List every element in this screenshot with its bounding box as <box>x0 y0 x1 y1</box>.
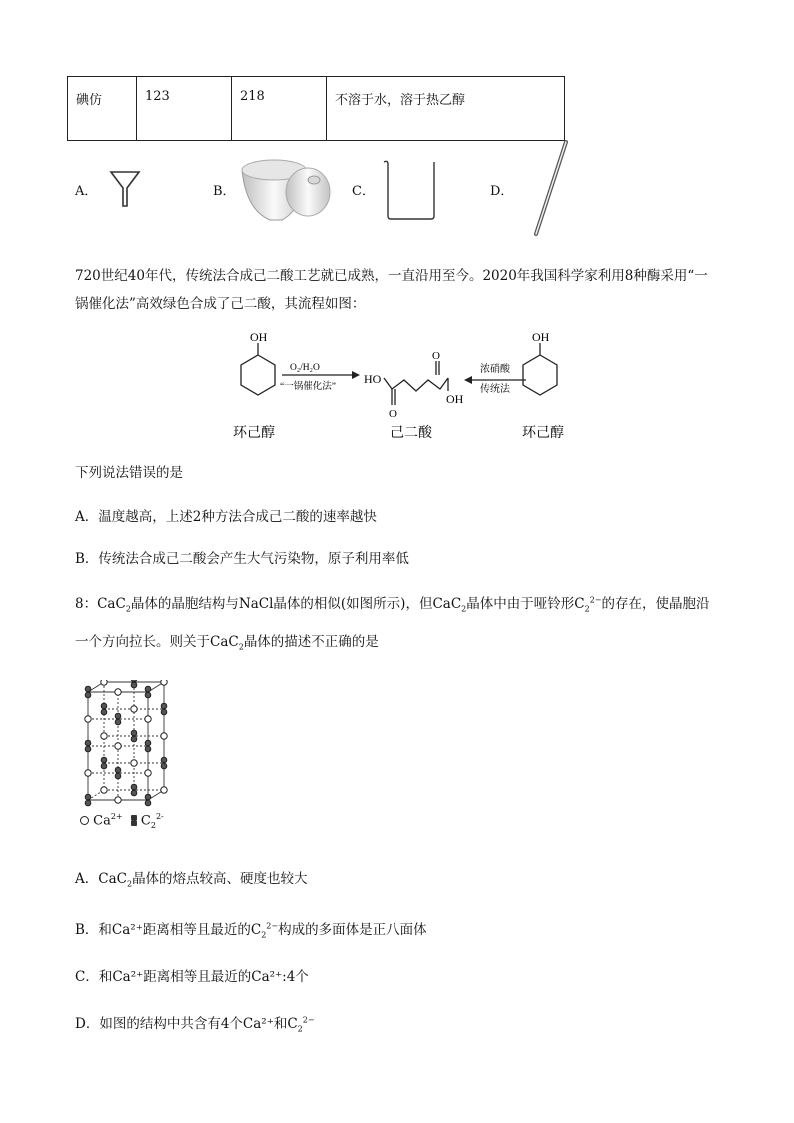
c2-ion <box>85 686 91 692</box>
ca-ion <box>85 716 91 722</box>
ca-ion <box>101 733 107 739</box>
crystal-lattice-diagram <box>78 680 178 830</box>
optA-prefix: A． <box>75 871 99 887</box>
optB-text: 构成的多面体是正八面体 <box>278 922 427 938</box>
q8-text-part2: 晶体中由于哑铃形 <box>466 596 575 612</box>
beaker-icon <box>382 158 440 222</box>
ca-ion <box>131 760 137 766</box>
right-compound-name: 环己醇 <box>522 426 564 441</box>
ca-ion <box>115 743 121 749</box>
ca-ion <box>161 733 167 739</box>
cac2-formula: CaC <box>97 596 126 612</box>
ca-ion <box>145 716 151 722</box>
cac2-formula: CaC <box>432 596 462 612</box>
c2-ion <box>131 736 137 742</box>
q8-line2a: 一个方向拉长。则关于 <box>75 634 210 650</box>
c2-ion: C <box>574 596 585 612</box>
ca-ion <box>101 787 107 793</box>
c2-ion <box>145 686 151 692</box>
apparatus-label-d: D． <box>490 184 514 199</box>
apparatus-label-b: B． <box>213 184 236 199</box>
apparatus-label-c: C． <box>352 184 375 199</box>
superscript: 2− <box>302 1015 315 1025</box>
c2-ion <box>85 740 91 746</box>
ca-ion <box>161 787 167 793</box>
c2-ion: C <box>250 922 262 938</box>
o-label-right: O <box>432 350 440 362</box>
c2-ion <box>161 703 167 709</box>
c2-ion <box>85 794 91 800</box>
subscript: 2 <box>461 604 467 614</box>
table-cell-c1: 123 <box>137 77 232 141</box>
subscript: 2 <box>238 642 244 652</box>
reaction-scheme <box>220 325 590 450</box>
subscript: 2 <box>126 879 133 889</box>
glass-rod-icon <box>530 138 572 240</box>
q7-option-b: B．传统法合成己二酸会产生大气污染物，原子利用率低 <box>75 551 409 567</box>
q8-text-part1: 晶体的晶胞结构与NaCl晶体的相似(如图所示)，但 <box>130 596 433 612</box>
c2-ion <box>161 757 167 763</box>
c2-ion <box>161 709 167 715</box>
c2-ion <box>115 767 121 773</box>
table-cell-solubility: 不溶于水，溶于热乙醇 <box>327 77 565 141</box>
q7-text-line1: 720世纪40年代，传统法合成己二酸工艺就已成熟，一直沿用至今。2020年我国科学家利用8种酶采用“一 <box>75 268 708 284</box>
c2-ion <box>85 800 91 806</box>
reagent-bottom: “一锅催化法” <box>280 382 336 392</box>
c2-ion <box>131 784 137 790</box>
ca-ion <box>131 706 137 712</box>
ca-ion <box>85 770 91 776</box>
o-label-left: O <box>389 408 397 420</box>
subscript: 2 <box>584 604 590 614</box>
legend-c-sup: 2- <box>155 812 164 821</box>
superscript: 2− <box>589 595 602 605</box>
optB-prefix: B．和Ca²⁺距离相等且最近的 <box>75 922 251 938</box>
left-compound-name: 环己醇 <box>233 426 275 441</box>
reagent-top: O₂/H₂O <box>290 363 320 373</box>
ca-ion-icon <box>80 816 89 825</box>
c2-ion <box>145 800 151 806</box>
c2-ion <box>131 680 137 682</box>
legend-c: C <box>140 813 151 829</box>
lattice-legend <box>80 812 164 830</box>
funnel-icon <box>108 168 142 210</box>
q7-option-a: A．温度越高，上述2种方法合成己二酸的速率越快 <box>75 509 377 525</box>
q7-text-line2: 锅催化法”高效绿色合成了己二酸，其流程如图： <box>75 296 366 312</box>
c2-ion <box>101 703 107 709</box>
ca-ion <box>115 689 121 695</box>
c2-ion <box>145 746 151 752</box>
q8-text-line2 <box>75 630 379 652</box>
optD-text: D．如图的结构中共含有4个Ca²⁺和 <box>75 1016 288 1032</box>
q8-option-b <box>75 918 427 940</box>
q8-option-d <box>75 1012 315 1034</box>
oh-right-label: OH <box>446 392 464 406</box>
left-oh-label: OH <box>250 330 268 344</box>
cac2-formula: CaC <box>98 871 127 887</box>
reagent-right-top: 浓硝酸 <box>480 364 510 375</box>
reagent-right-bottom: 传统法 <box>480 384 510 395</box>
table-cell-name: 碘仿 <box>68 77 137 141</box>
c2-ion: C <box>287 1016 298 1032</box>
superscript: 2− <box>266 921 279 931</box>
c2-ion <box>161 763 167 769</box>
q8-option-a <box>75 867 308 889</box>
c2-ion <box>145 692 151 698</box>
c2-ion <box>115 773 121 779</box>
c2-dumbbell-icon <box>131 815 137 826</box>
q8-number: 8： <box>75 596 98 612</box>
table-row <box>68 77 565 141</box>
subscript: 2 <box>125 604 131 614</box>
c2-ion <box>101 709 107 715</box>
ca-ion <box>101 680 107 685</box>
legend-c-sub: 2 <box>150 820 156 830</box>
table-cell-c2: 218 <box>232 77 327 141</box>
ca-ion <box>145 770 151 776</box>
q8-option-c: C．和Ca²⁺距离相等且最近的Ca²⁺:4个 <box>75 969 309 985</box>
c2-ion <box>115 713 121 719</box>
c2-ion <box>101 763 107 769</box>
center-compound-name: 己二酸 <box>390 426 432 441</box>
data-table <box>67 76 565 141</box>
q8-line2b: 晶体的描述不正确的是 <box>243 634 379 650</box>
apparatus-label-a: A． <box>75 184 98 199</box>
q8-text-line1 <box>75 592 710 614</box>
q8-text-part3: 的存在，使晶胞沿 <box>601 596 710 612</box>
right-oh-label: OH <box>532 330 550 344</box>
c2-ion <box>85 692 91 698</box>
q7-prompt: 下列说法错误的是 <box>75 465 183 481</box>
cac2-formula: CaC <box>210 634 239 650</box>
ho-label: HO <box>364 372 382 386</box>
optA-text: 晶体的熔点较高、硬度也较大 <box>132 871 308 887</box>
c2-ion <box>115 719 121 725</box>
c2-ion <box>131 682 137 688</box>
subscript: 2 <box>297 1024 303 1034</box>
c2-ion <box>131 790 137 796</box>
crucible-icon <box>236 150 332 226</box>
c2-ion <box>131 730 137 736</box>
ca-ion <box>161 680 167 685</box>
c2-ion <box>85 746 91 752</box>
c2-ion <box>101 757 107 763</box>
legend-ca: Ca <box>93 813 111 829</box>
c2-ion <box>145 740 151 746</box>
legend-ca-sup: 2+ <box>110 812 123 821</box>
ca-ion <box>115 797 121 803</box>
subscript: 2 <box>261 930 267 940</box>
c2-ion <box>145 794 151 800</box>
